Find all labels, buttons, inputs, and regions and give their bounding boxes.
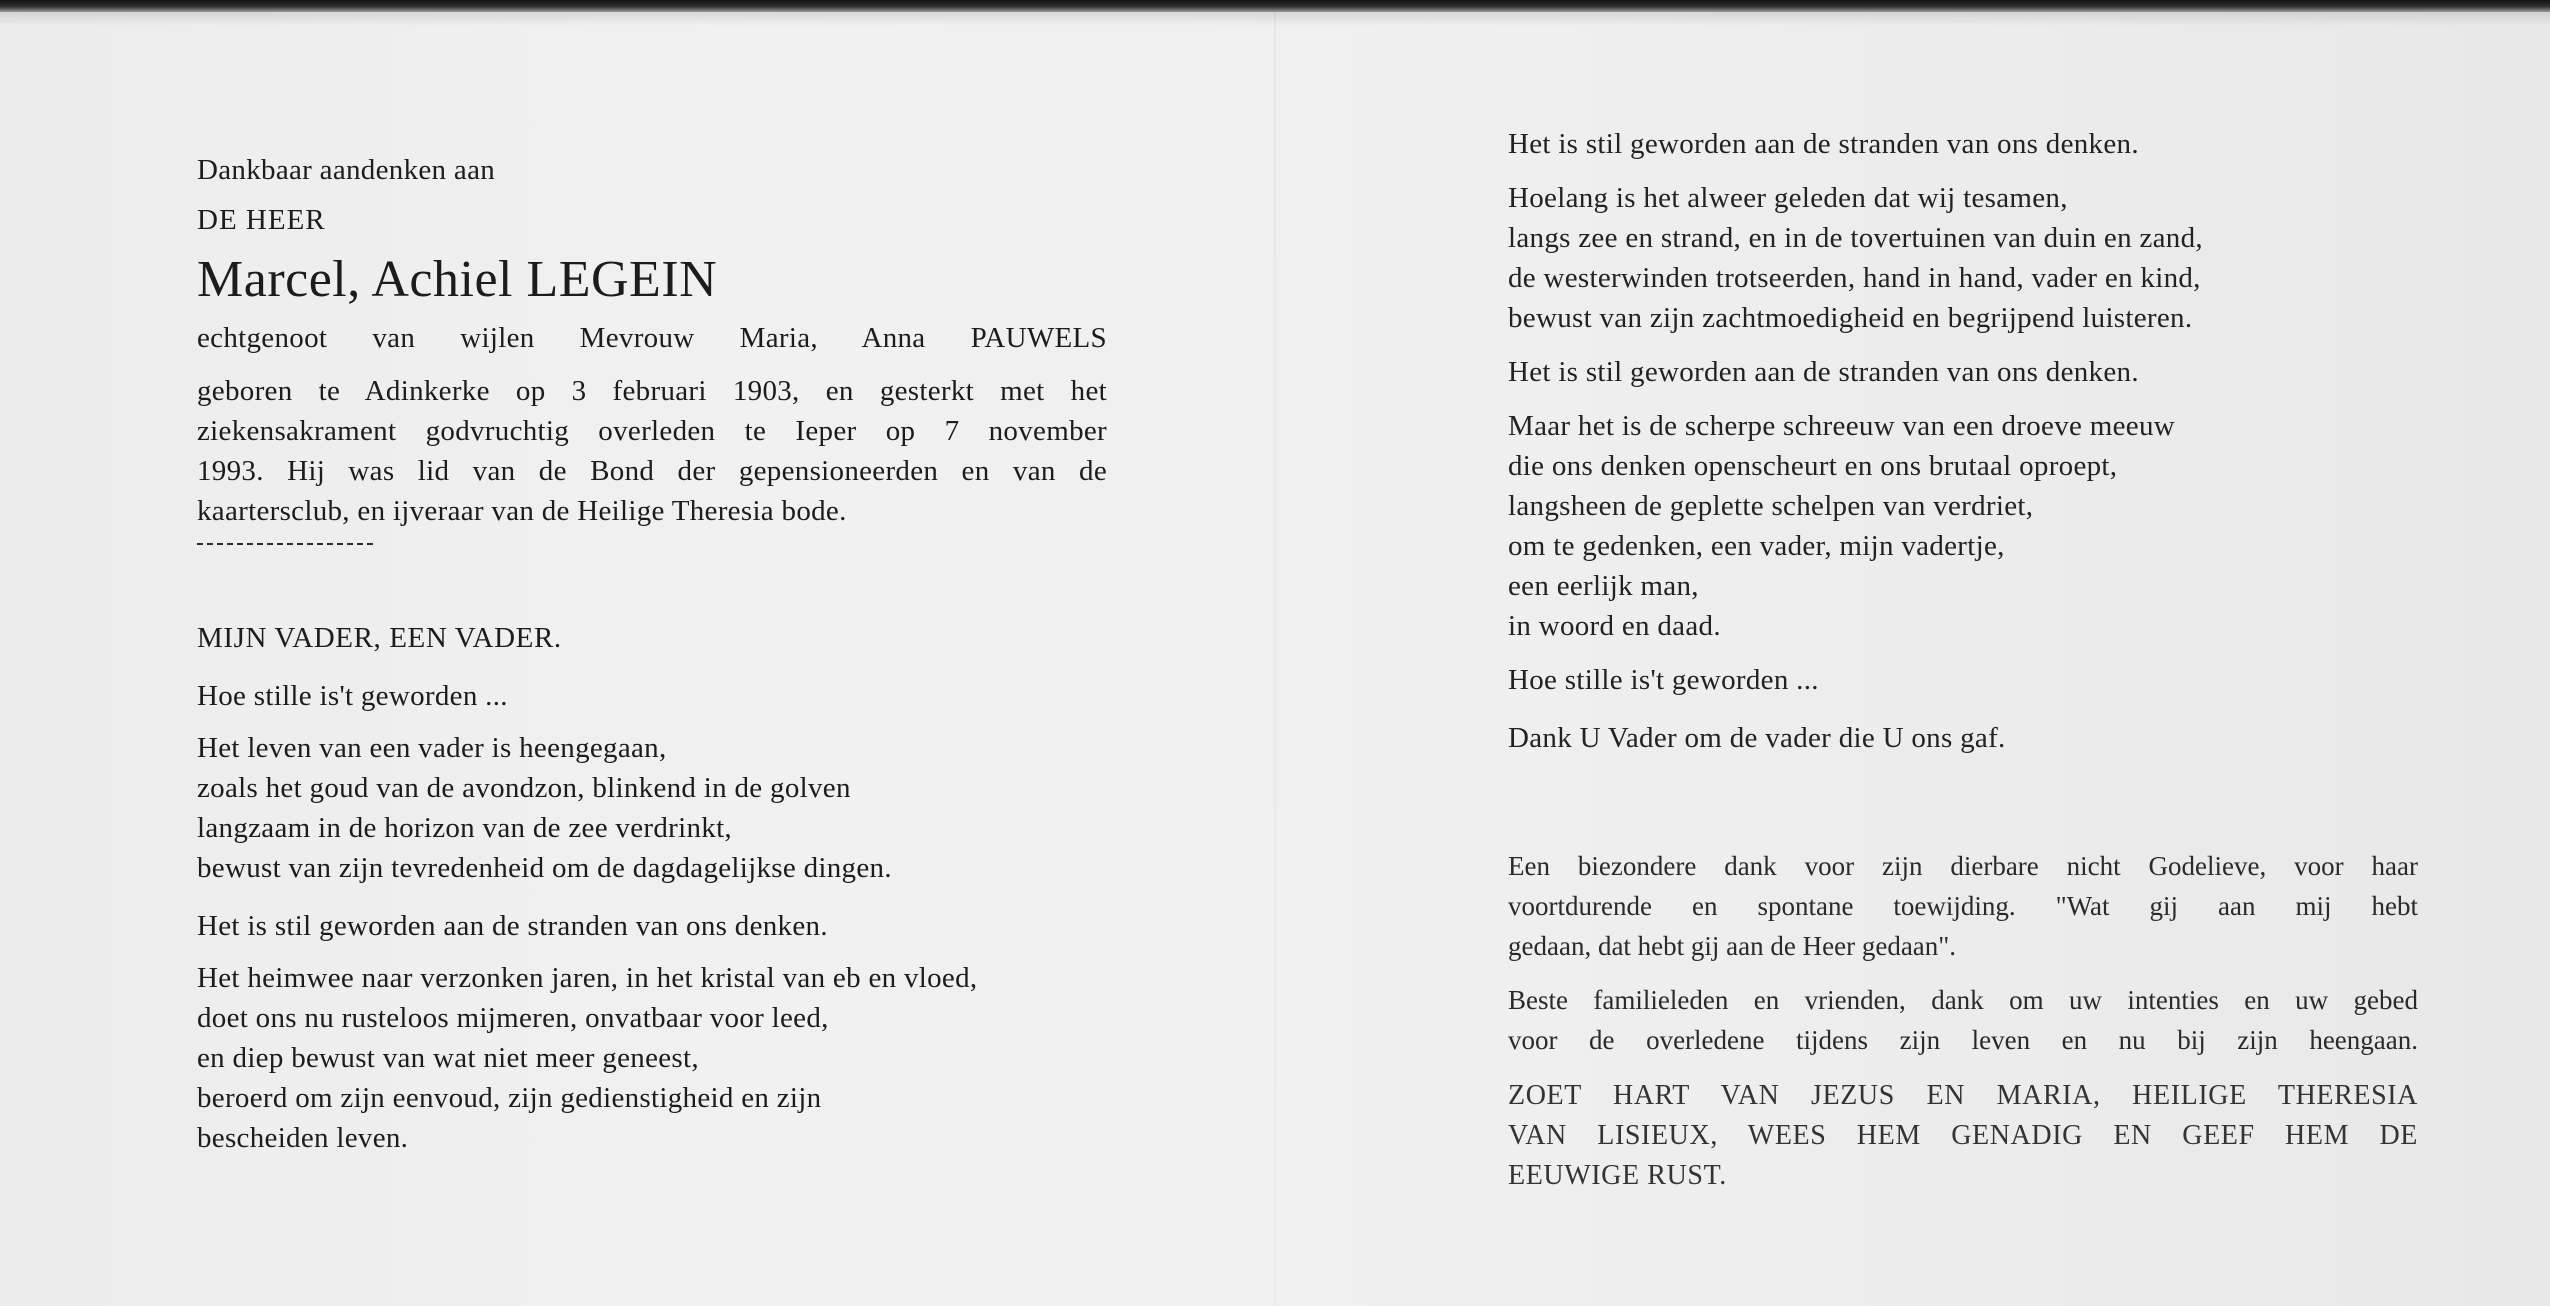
poem-line: Hoelang is het alweer geleden dat wij tesamen, bbox=[1508, 182, 2068, 214]
poem-line: bewust van zijn tevredenheid om de dagdagelijkse dingen. bbox=[197, 852, 892, 884]
poem-line: Maar het is de scherpe schreeuw van een droeve meeuw bbox=[1508, 410, 2175, 442]
poem-line: Het is stil geworden aan de stranden van ons denken. bbox=[197, 910, 828, 942]
poem-line: langzaam in de horizon van de zee verdrinkt, bbox=[197, 812, 732, 844]
prayer-line: VAN LISIEUX, WEES HEM GENADIG EN GEEF HEM DE bbox=[1508, 1120, 2418, 1151]
poem-title: MIJN VADER, EEN VADER. bbox=[197, 622, 562, 654]
poem-line: langsheen de geplette schelpen van verdriet, bbox=[1508, 490, 2034, 522]
poem-line: de westerwinden trotseerden, hand in hand, vader en kind, bbox=[1508, 262, 2201, 294]
poem-line: die ons denken openscheurt en ons brutaal oproept, bbox=[1508, 450, 2118, 482]
poem-line: langs zee en strand, en in de tovertuinen van duin en zand, bbox=[1508, 222, 2203, 254]
bio-line: kaartersclub, en ijveraar van de Heilige Theresia bode. bbox=[197, 495, 847, 527]
poem-line: beroerd om zijn eenvoud, zijn gedienstigheid en zijn bbox=[197, 1082, 822, 1114]
poem-stanza bbox=[1508, 352, 2139, 392]
prayer-line: ZOET HART VAN JEZUS EN MARIA, HEILIGE THERESIA bbox=[1508, 1080, 2418, 1111]
prayer bbox=[1508, 1076, 2418, 1196]
poem-stanza bbox=[1508, 406, 2175, 646]
bio-line: ziekensakrament godvruchtig overleden te Ieper op 7 november bbox=[197, 415, 1107, 447]
poem-line: en diep bewust van wat niet meer geneest, bbox=[197, 1042, 699, 1074]
poem-line: Het is stil geworden aan de stranden van ons denken. bbox=[1508, 356, 2139, 388]
bio-line: 1993. Hij was lid van de Bond der gepensioneerden en van de bbox=[197, 455, 1107, 487]
honorific: DE HEER bbox=[197, 204, 326, 236]
poem-line: Het is stil geworden aan de stranden van ons denken. bbox=[1508, 128, 2139, 160]
poem-line: om te gedenken, een vader, mijn vadertje, bbox=[1508, 530, 2005, 562]
poem-line: Het heimwee naar verzonken jaren, in het kristal van eb en vloed, bbox=[197, 962, 978, 994]
poem-line: doet ons nu rusteloos mijmeren, onvatbaar voor leed, bbox=[197, 1002, 829, 1034]
poem-line: bewust van zijn zachtmoedigheid en begrijpend luisteren. bbox=[1508, 302, 2193, 334]
poem-stanza bbox=[197, 958, 977, 1158]
biography bbox=[197, 371, 1107, 531]
poem-line: bescheiden leven. bbox=[197, 1122, 409, 1154]
scan-top-edge bbox=[0, 0, 2550, 12]
intro-text: Dankbaar aandenken aan bbox=[197, 154, 496, 186]
poem-line: Hoe stille is't geworden ... bbox=[1508, 664, 1819, 696]
bio-line: geboren te Adinkerke op 3 februari 1903, en gesterkt met het bbox=[197, 375, 1107, 407]
poem-stanza bbox=[197, 728, 892, 888]
poem-line: in woord en daad. bbox=[1508, 610, 1721, 642]
thanks-line: voortdurende en spontane toewijding. "Wat gij aan mij hebt bbox=[1508, 891, 2418, 921]
poem-line: Hoe stille is't geworden ... bbox=[197, 680, 508, 712]
divider bbox=[197, 543, 373, 545]
poem-stanza bbox=[1508, 124, 2139, 164]
family-line: Beste familieleden en vrienden, dank om uw intenties en uw gebed bbox=[1508, 985, 2418, 1015]
family-line: voor de overledene tijdens zijn leven en nu bij zijn heengaan. bbox=[1508, 1025, 2418, 1055]
thanks-line: gedaan, dat hebt gij aan de Heer gedaan". bbox=[1508, 931, 1957, 961]
poem-line: Het leven van een vader is heengegaan, bbox=[197, 732, 667, 764]
poem-line: zoals het goud van de avondzon, blinkend in de golven bbox=[197, 772, 851, 804]
poem-stanza bbox=[1508, 718, 2006, 758]
poem-line: Dank U Vader om de vader die U ons gaf. bbox=[1508, 722, 2006, 754]
poem-line: een eerlijk man, bbox=[1508, 570, 1699, 602]
deceased-name: Marcel, Achiel LEGEIN bbox=[197, 251, 718, 308]
poem-stanza bbox=[1508, 660, 1819, 700]
poem-stanza bbox=[197, 906, 828, 946]
poem-stanza bbox=[1508, 178, 2203, 338]
thanks-line: Een biezondere dank voor zijn dierbare nicht Godelieve, voor haar bbox=[1508, 851, 2418, 881]
spouse-line: echtgenoot van wijlen Mevrouw Maria, Anna PAUWELS bbox=[197, 322, 1107, 354]
family-note bbox=[1508, 980, 2418, 1060]
thanks-note bbox=[1508, 846, 2418, 966]
card-fold bbox=[1274, 12, 1276, 1306]
prayer-line: EEUWIGE RUST. bbox=[1508, 1160, 1727, 1191]
poem-stanza bbox=[197, 676, 508, 716]
